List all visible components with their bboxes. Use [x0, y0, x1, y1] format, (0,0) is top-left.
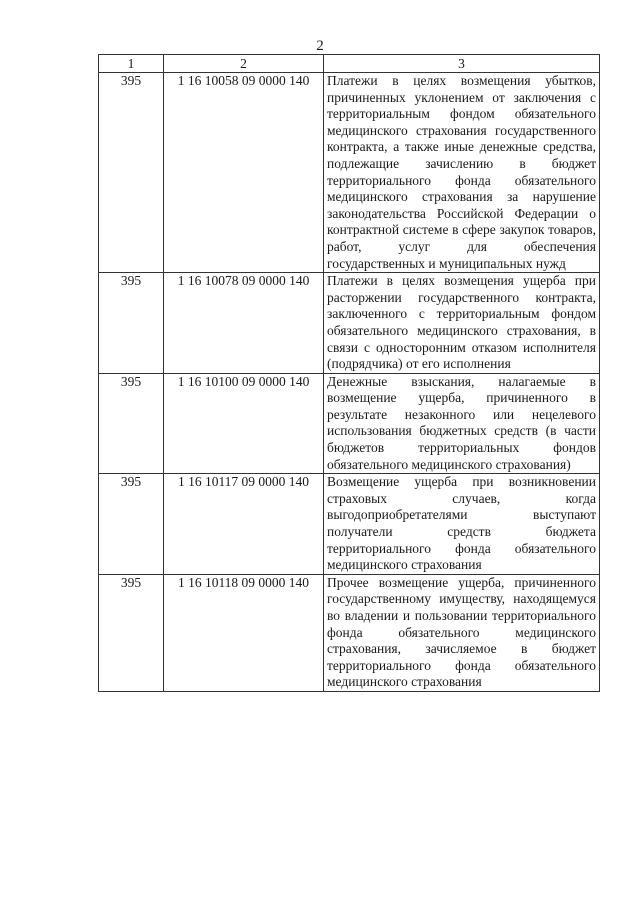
description-cell: Прочее возмещение ущерба, причиненного государственному имуществу, находящемуся во владении и пользовании территориального фонда обязательного медицинского страхования, зачисляемое в бюджет территориального фонда обязательного медицинского страхования [324, 574, 600, 691]
admin-code-cell: 395 [99, 373, 164, 474]
kbk-code-cell: 1 16 10117 09 0000 140 [164, 474, 324, 575]
table-header-row [99, 55, 600, 73]
description-cell: Платежи в целях возмещения убытков, причиненных уклонением от заключения с территориальным фондом обязательного медицинского страхования государственного контракта, а также иные денежные средства, подлежащие зачислению в бюджет территориального фонда обязательного медицинского страхования за нарушение законодательства Российской Федерации о контрактной системе в сфере закупок товаров, работ, услуг для обеспечения государственных и муниципальных нужд [324, 73, 600, 273]
kbk-code-cell: 1 16 10118 09 0000 140 [164, 574, 324, 691]
page-number: 2 [316, 38, 324, 54]
description-cell: Денежные взыскания, налагаемые в возмещение ущерба, причиненного в результате незаконного или нецелевого использования бюджетных средств (в части бюджетов территориальных фондов обязательного медицинского страхования) [324, 373, 600, 474]
admin-code-cell: 395 [99, 73, 164, 273]
admin-code-cell: 395 [99, 273, 164, 374]
table-row [99, 574, 600, 691]
budget-classification-table [98, 54, 600, 692]
kbk-code-cell: 1 16 10078 09 0000 140 [164, 273, 324, 374]
column-header-3: 3 [324, 55, 600, 73]
column-header-1: 1 [99, 55, 164, 73]
kbk-code-cell: 1 16 10058 09 0000 140 [164, 73, 324, 273]
description-cell: Возмещение ущерба при возникновении страховых случаев, когда выгодоприобретателями выступают получатели средств бюджета территориального фонда обязательного медицинского страхования [324, 474, 600, 575]
table-row [99, 474, 600, 575]
column-header-2: 2 [164, 55, 324, 73]
admin-code-cell: 395 [99, 474, 164, 575]
admin-code-cell: 395 [99, 574, 164, 691]
kbk-code-cell: 1 16 10100 09 0000 140 [164, 373, 324, 474]
table-row [99, 73, 600, 273]
table-row [99, 373, 600, 474]
table-row [99, 273, 600, 374]
description-cell: Платежи в целях возмещения ущерба при расторжении государственного контракта, заключенного с территориальным фондом обязательного медицинского страхования, в связи с односторонним отказом исполнителя (подрядчика) от его исполнения [324, 273, 600, 374]
